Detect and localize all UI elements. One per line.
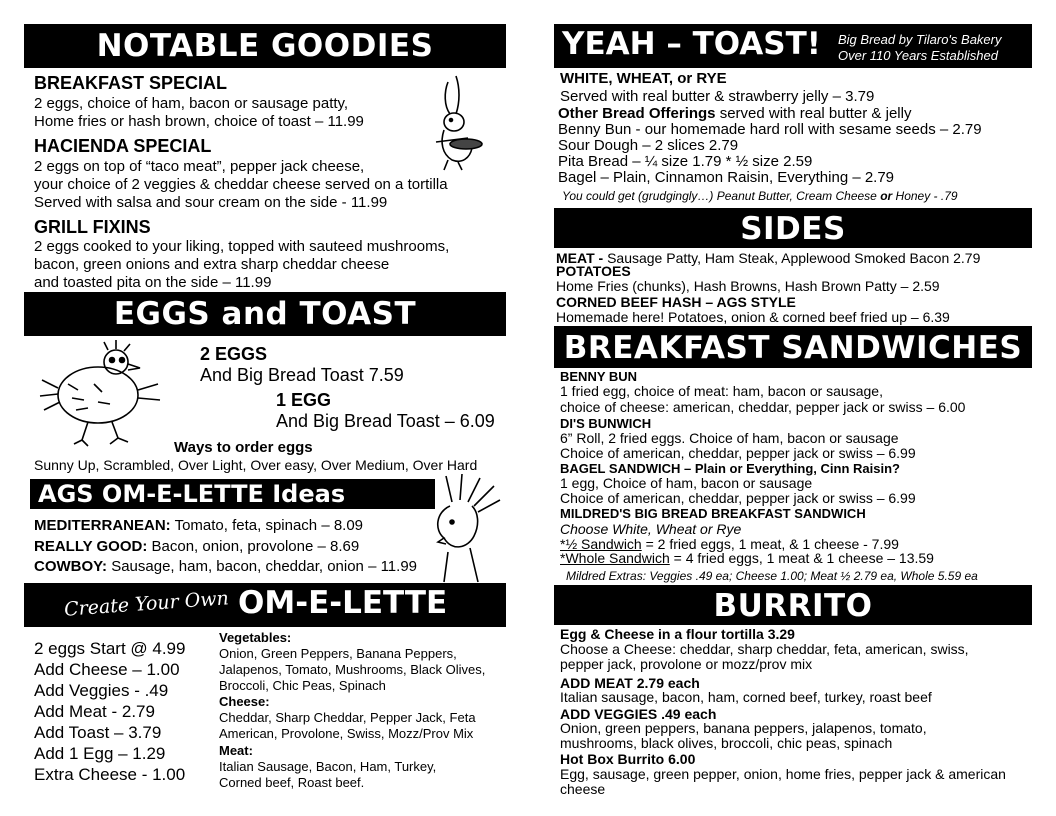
bakery-line1: Big Bread by Tilaro's Bakery <box>838 32 1002 47</box>
benny-bun-title: BENNY BUN <box>560 369 638 384</box>
half-sandwich-label: *½ Sandwich <box>560 536 642 552</box>
two-eggs-title: 2 EGGS <box>200 344 268 364</box>
rabbit-cooking-illustration <box>418 72 498 172</box>
bakery-line2: Over 110 Years Established <box>838 48 998 63</box>
chicken-illustration <box>38 340 168 452</box>
half-sandwich-desc: = 2 fried eggs, 1 meat, & 1 cheese - 7.99 <box>641 536 899 552</box>
sides-meat-desc: Sausage Patty, Ham Steak, Applewood Smoked Bacon 2.79 <box>607 250 981 266</box>
sides-meat-label: MEAT - <box>556 250 608 266</box>
notable-goodies-header <box>24 24 506 68</box>
price-item: Add 1 Egg – 1.29 <box>34 744 166 763</box>
bagel-sandwich-title: BAGEL SANDWICH – Plain or Everything, Cinn Raisin? <box>560 461 900 476</box>
create-omelette-title: OM-E-LETTE <box>238 585 448 621</box>
veg-line3: Broccoli, Chic Peas, Spinach <box>219 678 386 693</box>
bagel-sandwich-line1: 1 egg, Choice of ham, bacon or sausage <box>560 475 813 491</box>
hacienda-special-title: HACIENDA SPECIAL <box>34 136 212 156</box>
breakfast-special-line1: 2 eggs, choice of ham, bacon or sausage patty, <box>34 95 349 112</box>
create-your-own-label: Create Your Own <box>63 587 230 621</box>
pita-bread: Pita Bread – ¼ size 1.79 * ½ size 2.59 <box>558 153 813 170</box>
meat-title: Meat: <box>219 743 253 758</box>
cowboy-name: COWBOY: <box>34 558 108 575</box>
di-bunwich-line1: 6” Roll, 2 fried eggs. Choice of ham, bacon or sausage <box>560 430 899 446</box>
di-bunwich-title: DI'S BUNWICH <box>560 416 652 431</box>
potatoes-title: POTATOES <box>556 263 631 279</box>
one-egg-desc: And Big Bread Toast – 6.09 <box>276 411 495 431</box>
benny-bun-line2: choice of cheese: american, cheddar, pepper jack or swiss – 6.00 <box>560 399 966 415</box>
eggs-and-toast-header <box>24 292 506 336</box>
price-item: Add Meat - 2.79 <box>34 702 155 721</box>
mildred-whole-line <box>560 551 934 565</box>
hot-box-line2: cheese <box>560 781 606 797</box>
cheese-line2: American, Provolone, Swiss, Mozz/Prov Mix <box>219 726 474 741</box>
veg-line1: Onion, Green Peppers, Banana Peppers, <box>219 646 457 661</box>
price-item: Add Veggies - .49 <box>34 681 169 700</box>
mildred-extras: Mildred Extras: Veggies .49 ea; Cheese 1.00; Meat ½ 2.79 ea, Whole 5.59 ea <box>566 569 978 583</box>
sandwiches-title: BREAKFAST SANDWICHES <box>563 330 1023 366</box>
price-item: Add Toast – 3.79 <box>34 723 162 742</box>
hash-title: CORNED BEEF HASH – AGS STYLE <box>556 294 796 310</box>
mildred-title: MILDRED'S BIG BREAD BREAKFAST SANDWICH <box>560 506 866 521</box>
breakfast-special-title: BREAKFAST SPECIAL <box>34 73 228 93</box>
mediterranean-name: MEDITERRANEAN: <box>34 517 171 534</box>
toast-extras-or: or <box>880 189 893 203</box>
create-omelette-header <box>24 583 506 627</box>
ways-to-order-list: Sunny Up, Scrambled, Over Light, Over easy, Over Medium, Over Hard <box>34 457 478 473</box>
omelette-ideas-title: AGS OM-E-LETTE Ideas <box>38 480 346 508</box>
grill-fixins-title: GRILL FIXINS <box>34 217 151 237</box>
whole-sandwich-desc: = 4 fried eggs, 1 meat & 1 cheese – 13.59 <box>669 550 934 566</box>
really-good-name: REALLY GOOD: <box>34 538 148 555</box>
breakfast-special-line2: Home fries or hash brown, choice of toast – 11.99 <box>34 113 364 130</box>
two-eggs-desc: And Big Bread Toast 7.59 <box>200 365 404 385</box>
veg-line2: Jalapenos, Tomato, Mushrooms, Black Olives, <box>219 662 486 677</box>
sandwiches-header <box>554 326 1032 368</box>
cheese-line1: Cheddar, Sharp Cheddar, Pepper Jack, Feta <box>219 710 476 725</box>
white-wheat-rye-title: WHITE, WHEAT, or RYE <box>560 70 727 87</box>
hacienda-special-line2: your choice of 2 veggies & cheddar cheese served on a tortilla <box>34 176 448 193</box>
hot-box-line1: Egg, sausage, green pepper, onion, home fries, pepper jack & american <box>560 766 1006 782</box>
burrito-title: BURRITO <box>713 588 873 624</box>
price-item: Add Cheese – 1.00 <box>34 660 180 679</box>
hacienda-special-line3: Served with salsa and sour cream on the side - 11.99 <box>34 194 388 211</box>
toast-extras-b: Honey - .79 <box>892 189 958 203</box>
omelette-ideas-header <box>30 479 435 509</box>
whole-sandwich-label: *Whole Sandwich <box>560 550 670 566</box>
veg-title: Vegetables: <box>219 630 292 645</box>
one-egg-title: 1 EGG <box>276 390 332 410</box>
hot-box-title: Hot Box Burrito 6.00 <box>560 751 696 767</box>
other-bread-line <box>558 106 911 121</box>
hash-desc: Homemade here! Potatoes, onion & corned beef fried up – 6.39 <box>556 309 950 325</box>
toast-extras-a: You could get (grudgingly…) Peanut Butter, Cream Cheese <box>562 189 881 203</box>
sour-dough: Sour Dough – 2 slices 2.79 <box>558 137 739 154</box>
hacienda-special-line1: 2 eggs on top of “taco meat”, pepper jack cheese, <box>34 158 365 175</box>
di-bunwich-line2: Choice of american, cheddar, pepper jack or swiss – 6.99 <box>560 445 916 461</box>
toast-title: YEAH – TOAST! <box>562 26 821 62</box>
cheese-title: Cheese: <box>219 694 270 709</box>
mildred-choose: Choose White, Wheat or Rye <box>560 521 742 537</box>
other-bread-desc: served with real butter & jelly <box>715 105 912 122</box>
egg-cheese-line1: Choose a Cheese: cheddar, sharp cheddar, feta, american, swiss, <box>560 641 969 657</box>
really-good-item <box>34 539 359 554</box>
mediterranean-desc: Tomato, feta, spinach – 8.09 <box>170 517 364 534</box>
notable-goodies-title: NOTABLE GOODIES <box>96 28 434 64</box>
sides-title: SIDES <box>740 211 846 247</box>
meat-line2: Corned beef, Roast beef. <box>219 775 365 790</box>
mildred-half-line <box>560 537 899 551</box>
ways-to-order-title: Ways to order eggs <box>174 439 313 456</box>
price-item: 2 eggs Start @ 4.99 <box>34 639 186 658</box>
mediterranean-item <box>34 518 363 533</box>
cartoon-man-illustration <box>422 472 508 584</box>
toast-header <box>554 24 1032 68</box>
price-item: Extra Cheese - 1.00 <box>34 765 186 784</box>
burrito-header <box>554 585 1032 625</box>
sides-header <box>554 208 1032 248</box>
add-meat-title: ADD MEAT 2.79 each <box>560 675 700 691</box>
grill-fixins-line2: bacon, green onions and extra sharp cheddar cheese <box>34 256 390 273</box>
egg-cheese-title: Egg & Cheese in a flour tortilla 3.29 <box>560 626 795 642</box>
bagel: Bagel – Plain, Cinnamon Raisin, Everything – 2.79 <box>558 169 895 186</box>
other-bread-title: Other Bread Offerings <box>558 105 716 122</box>
eggs-and-toast-title: EGGS and TOAST <box>113 296 417 332</box>
white-wheat-rye-desc: Served with real butter & strawberry jelly – 3.79 <box>560 88 875 105</box>
add-veggies-title: ADD VEGGIES .49 each <box>560 706 717 722</box>
bagel-sandwich-line2: Choice of american, cheddar, pepper jack or swiss – 6.99 <box>560 490 916 506</box>
grill-fixins-line3: and toasted pita on the side – 11.99 <box>34 274 272 291</box>
benny-bun-bread: Benny Bun - our homemade hard roll with sesame seeds – 2.79 <box>558 121 982 138</box>
potatoes-desc: Home Fries (chunks), Hash Browns, Hash Brown Patty – 2.59 <box>556 278 940 294</box>
cowboy-item <box>34 559 417 574</box>
really-good-desc: Bacon, onion, provolone – 8.69 <box>147 538 360 555</box>
add-veggies-line2: mushrooms, black olives, broccoli, chic peas, spinach <box>560 735 893 751</box>
toast-extras <box>562 190 958 202</box>
add-meat-desc: Italian sausage, bacon, ham, corned beef, turkey, roast beef <box>560 689 932 705</box>
add-veggies-line1: Onion, green peppers, banana peppers, jalapenos, tomato, <box>560 720 927 736</box>
grill-fixins-line1: 2 eggs cooked to your liking, topped with sauteed mushrooms, <box>34 238 450 255</box>
cowboy-desc: Sausage, ham, bacon, cheddar, onion – 11.99 <box>107 558 418 575</box>
egg-cheese-line2: pepper jack, provolone or mozz/prov mix <box>560 656 813 672</box>
meat-line1: Italian Sausage, Bacon, Ham, Turkey, <box>219 759 437 774</box>
benny-bun-line1: 1 fried egg, choice of meat: ham, bacon or sausage, <box>560 383 883 399</box>
